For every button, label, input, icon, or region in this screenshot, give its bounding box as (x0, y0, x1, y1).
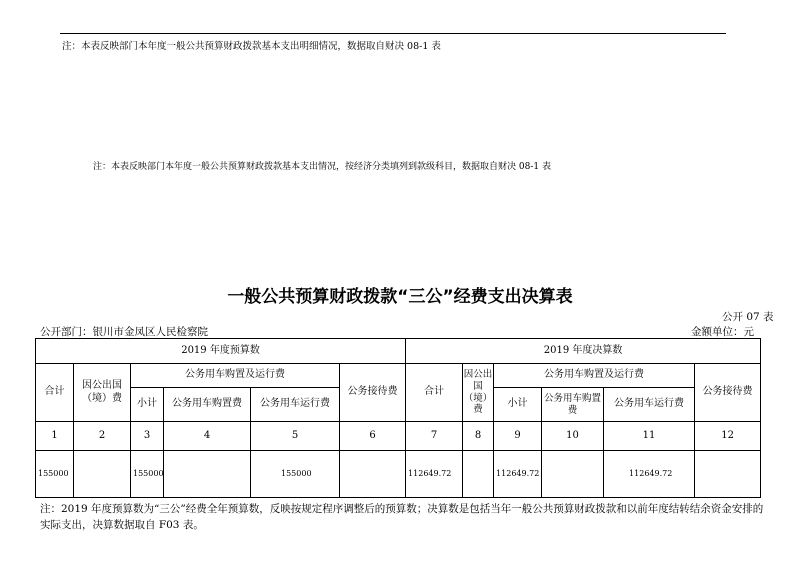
final-vehicle-group-header: 公务用车购置及运行费 (494, 364, 695, 388)
top-divider (60, 33, 726, 34)
final-abroad-value (463, 451, 494, 498)
column-number: 1 (36, 422, 74, 451)
budget-group-header: 2019 年度预算数 (36, 339, 406, 364)
budget-subtotal-value: 155000 (131, 451, 164, 498)
budget-reception-value (340, 451, 406, 498)
three-public-expense-table (35, 338, 761, 498)
final-subtotal-header: 小计 (494, 388, 542, 422)
table-code: 公开 07 表 (722, 311, 774, 323)
budget-vehicle-purchase-header: 公务用车购置费 (164, 388, 251, 422)
column-number: 5 (251, 422, 340, 451)
budget-abroad-value (74, 451, 131, 498)
top-note: 注：本表反映部门本年度一般公共预算财政拨款基本支出明细情况，数据取自财决 08-1 表 (62, 41, 441, 52)
budget-vehicle-operation-header: 公务用车运行费 (251, 388, 340, 422)
final-vehicle-purchase-value (542, 451, 604, 498)
middle-note: 注：本表反映部门本年度一般公共预算财政拨款基本支出情况，按经济分类填列到款级科目，数据取自财决 08-1 表 (93, 162, 551, 172)
column-number: 8 (463, 422, 494, 451)
final-total-header: 合计 (406, 364, 463, 422)
column-number: 9 (494, 422, 542, 451)
column-number: 6 (340, 422, 406, 451)
table-footnote: 注：2019 年度预算数为“三公”经费全年预算数，反映按规定程序调整后的预算数；决算数是包括当年一般公共预算财政拨款和以前年度结转结余资金安排的实际支出，决算数据取自 F03 表。 (40, 503, 764, 531)
column-number: 10 (542, 422, 604, 451)
data-row (36, 451, 761, 498)
column-number: 4 (164, 422, 251, 451)
budget-total-value: 155000 (36, 451, 74, 498)
column-number: 12 (695, 422, 761, 451)
department-label: 公开部门：银川市金凤区人民检察院 (40, 326, 208, 338)
budget-vehicle-operation-value: 155000 (251, 451, 340, 498)
column-number: 11 (604, 422, 695, 451)
budget-abroad-header: 因公出国（境）费 (74, 364, 131, 422)
final-reception-value (695, 451, 761, 498)
budget-subtotal-header: 小计 (131, 388, 164, 422)
amount-unit-label: 金额单位：元 (691, 326, 754, 338)
final-vehicle-operation-header: 公务用车运行费 (604, 388, 695, 422)
column-number: 3 (131, 422, 164, 451)
budget-vehicle-purchase-value (164, 451, 251, 498)
budget-total-header: 合计 (36, 364, 74, 422)
budget-vehicle-group-header: 公务用车购置及运行费 (131, 364, 340, 388)
column-number: 7 (406, 422, 463, 451)
final-vehicle-purchase-header: 公务用车购置费 (542, 388, 604, 422)
column-number: 2 (74, 422, 131, 451)
final-reception-header: 公务接待费 (695, 364, 761, 422)
final-group-header: 2019 年度决算数 (406, 339, 761, 364)
final-total-value: 112649.72 (406, 451, 463, 498)
final-subtotal-value: 112649.72 (494, 451, 542, 498)
budget-reception-header: 公务接待费 (340, 364, 406, 422)
final-vehicle-operation-value: 112649.72 (604, 451, 695, 498)
final-abroad-header: 因公出国（境）费 (463, 364, 494, 422)
page-title: 一般公共预算财政拨款“三公”经费支出决算表 (227, 287, 573, 307)
column-number-row (36, 422, 761, 451)
